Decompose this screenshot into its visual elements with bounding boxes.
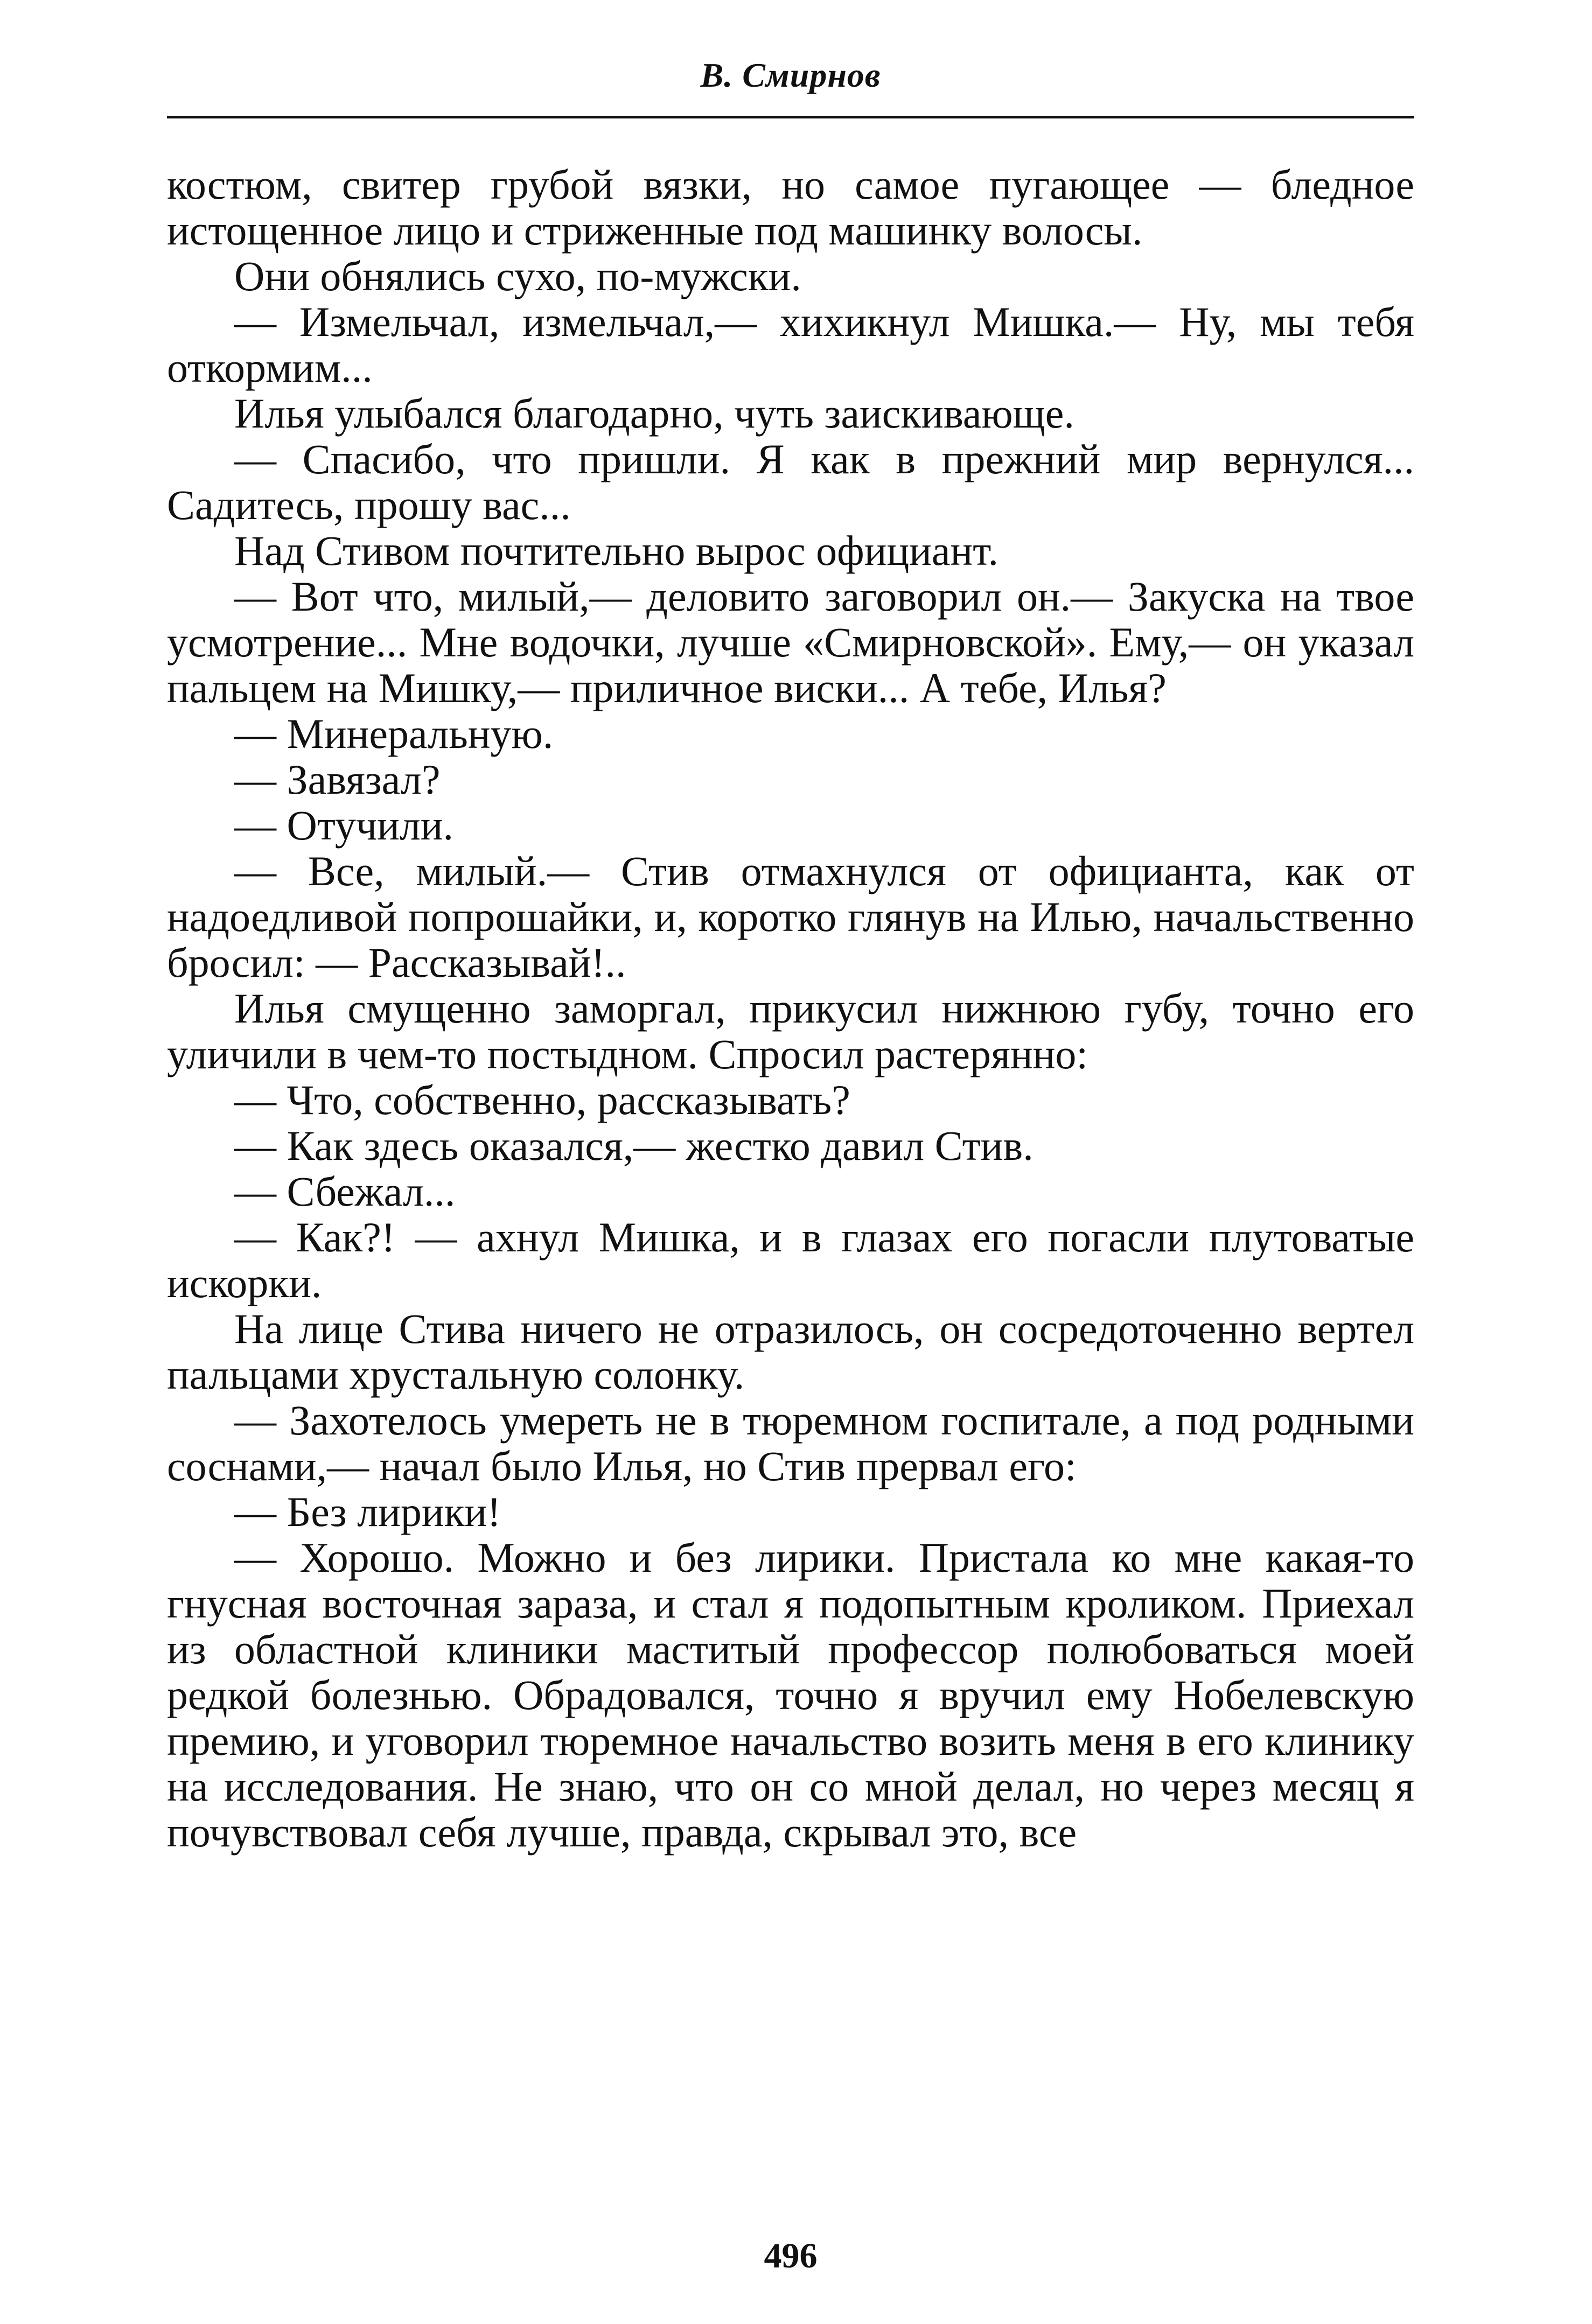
running-head: В. Смирнов	[700, 56, 881, 94]
paragraph: — Все, милый.— Стив отмахнулся от официанта, как от надоедливой попрошайки, и, коротко глянув на Илью, начальственно бросил: — Рассказывай!..	[167, 848, 1414, 986]
paragraph: костюм, свитер грубой вязки, но самое пугающее — бледное истощенное лицо и стриженные под машинку волосы.	[167, 161, 1414, 254]
paragraph: — Без лирики!	[234, 1488, 501, 1535]
paragraph: На лице Стива ничего не отразилось, он сосредоточенно вертел пальцами хрустальную солонку.	[167, 1305, 1414, 1398]
paragraph: — Сбежал...	[234, 1168, 456, 1215]
paragraph: — Завязал?	[234, 756, 441, 803]
paragraph: — Хорошо. Можно и без лирики. Пристала ко мне какая-то гнусная восточная зараза, и стал я подопытным кроликом. Приехал из областной клиники маститый профессор полюбоваться моей редкой болезнью. Обрадовался, точно я вручил ему Нобелевскую премию, и уговорил тюремное начальство возить меня в его клинику на исследования. Не знаю, что он со мной делал, но через месяц я почувствовал себя лучше, правда, скрывал это, все	[167, 1534, 1414, 1856]
page-number: 496	[764, 2236, 818, 2276]
paragraph: Илья смущенно заморгал, прикусил нижнюю губу, точно его уличили в чем-то постыдном. Спросил растерянно:	[167, 985, 1414, 1077]
paragraph: — Вот что, милый,— деловито заговорил он.— Закуска на твое усмотрение... Мне водочки, лучше «Смирновской». Ему,— он указал пальцем на Мишку,— приличное виски... А тебе, Илья?	[167, 573, 1414, 711]
paragraph: Илья улыбался благодарно, чуть заискивающе.	[234, 390, 1074, 437]
paragraph: Над Стивом почтительно вырос официант.	[234, 527, 999, 574]
paragraph: — Как?! — ахнул Мишка, и в глазах его погасли плутоватые искорки.	[167, 1214, 1414, 1306]
paragraph: — Измельчал, измельчал,— хихикнул Мишка.— Ну, мы тебя откормим...	[167, 298, 1414, 391]
paragraph: Они обнялись сухо, по-мужски.	[234, 253, 801, 299]
body-text	[167, 162, 1414, 1855]
paragraph: — Минеральную.	[234, 710, 554, 757]
paragraph: — Как здесь оказался,— жестко давил Стив.	[234, 1122, 1034, 1169]
paragraph: — Что, собственно, рассказывать?	[234, 1076, 850, 1123]
paragraph: — Спасибо, что пришли. Я как в прежний мир вернулся... Садитесь, прошу вас...	[167, 436, 1414, 528]
paragraph: — Отучили.	[234, 802, 454, 849]
paragraph: — Захотелось умереть не в тюремном госпитале, а под родными соснами,— начал было Илья, но Стив прервал его:	[167, 1397, 1414, 1489]
header-rule	[167, 116, 1414, 118]
